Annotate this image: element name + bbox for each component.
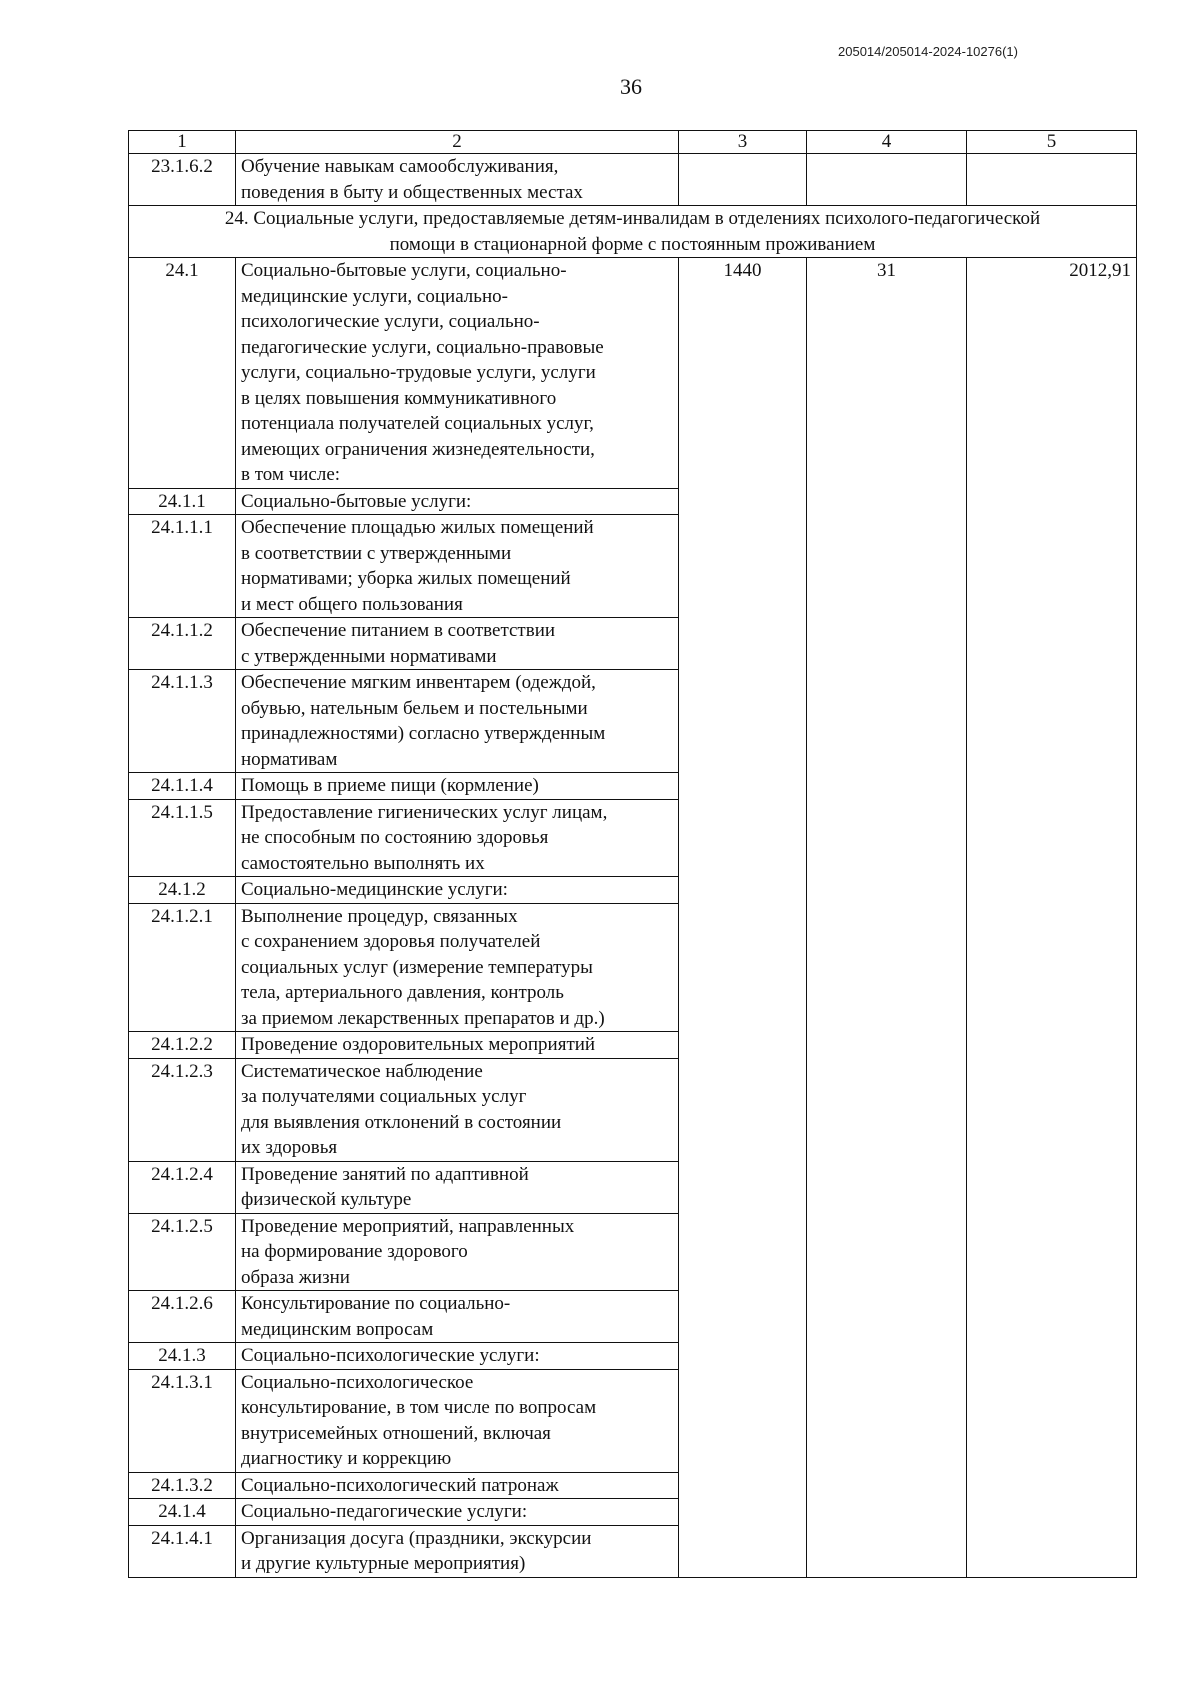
row-number: 24.1 [129, 258, 236, 489]
row-description: Социально-медицинские услуги: [236, 877, 679, 904]
row-number: 24.1.1 [129, 488, 236, 515]
row-col3 [679, 154, 807, 206]
row-description: Социально-психологический патронаж [236, 1472, 679, 1499]
header-cell-2: 2 [236, 131, 679, 154]
row-number: 24.1.4.1 [129, 1525, 236, 1577]
row-number: 24.1.2.5 [129, 1213, 236, 1291]
row-description: Помощь в приеме пищи (кормление) [236, 773, 679, 800]
row-description: Проведение занятий по адаптивной физической культуре [236, 1161, 679, 1213]
row-number: 24.1.3.1 [129, 1369, 236, 1472]
row-number: 24.1.2.3 [129, 1058, 236, 1161]
row-col4 [807, 154, 967, 206]
row-number: 24.1.2.2 [129, 1032, 236, 1059]
row-description: Организация досуга (праздники, экскурсии и другие культурные мероприятия) [236, 1525, 679, 1577]
row-number: 24.1.2.6 [129, 1291, 236, 1343]
services-table [128, 130, 1137, 1578]
row-description: Выполнение процедур, связанных с сохранением здоровья получателей социальных услуг (измерение температуры тела, артериального давления, контроль за приемом лекарственных препаратов и др.) [236, 903, 679, 1032]
row-description: Социально-педагогические услуги: [236, 1499, 679, 1526]
value-col3: 1440 [679, 258, 807, 1578]
row-description: Консультирование по социально- медицинским вопросам [236, 1291, 679, 1343]
row-description: Социально-психологические услуги: [236, 1343, 679, 1370]
row-number: 24.1.3 [129, 1343, 236, 1370]
section-title: 24. Социальные услуги, предоставляемые детям-инвалидам в отделениях психолого-педагогической помощи в стационарной форме с постоянным проживанием [129, 206, 1137, 258]
row-description: Проведение оздоровительных мероприятий [236, 1032, 679, 1059]
table-row [129, 258, 1137, 489]
page-number: 36 [620, 74, 642, 99]
row-description: Проведение мероприятий, направленных на формирование здорового образа жизни [236, 1213, 679, 1291]
row-number: 24.1.2.4 [129, 1161, 236, 1213]
row-description: Обучение навыкам самообслуживания, поведения в быту и общественных местах [236, 154, 679, 206]
row-number: 24.1.1.3 [129, 670, 236, 773]
row-number: 24.1.1.4 [129, 773, 236, 800]
row-description: Предоставление гигиенических услуг лицам, не способным по состоянию здоровья самостоятельно выполнять их [236, 799, 679, 877]
row-number: 23.1.6.2 [129, 154, 236, 206]
section-row [129, 206, 1137, 258]
row-number: 24.1.1.2 [129, 618, 236, 670]
row-description: Обеспечение площадью жилых помещений в соответствии с утвержденными нормативами; уборка жилых помещений и мест общего пользования [236, 515, 679, 618]
row-description: Систематическое наблюдение за получателями социальных услуг для выявления отклонений в состоянии их здоровья [236, 1058, 679, 1161]
row-number: 24.1.1.1 [129, 515, 236, 618]
header-cell-1: 1 [129, 131, 236, 154]
row-number: 24.1.3.2 [129, 1472, 236, 1499]
row-number: 24.1.4 [129, 1499, 236, 1526]
header-cell-3: 3 [679, 131, 807, 154]
row-description: Обеспечение питанием в соответствии с утвержденными нормативами [236, 618, 679, 670]
document-id: 205014/205014-2024-10276(1) [838, 44, 1018, 59]
row-description: Обеспечение мягким инвентарем (одеждой, обувью, нательным бельем и постельными принадлежностями) согласно утвержденным нормативам [236, 670, 679, 773]
row-description: Социально-психологическое консультирование, в том числе по вопросам внутрисемейных отношений, включая диагностику и коррекцию [236, 1369, 679, 1472]
header-row [129, 131, 1137, 154]
header-cell-4: 4 [807, 131, 967, 154]
value-col4: 31 [807, 258, 967, 1578]
value-col5: 2012,91 [967, 258, 1137, 1578]
row-number: 24.1.1.5 [129, 799, 236, 877]
row-description: Социально-бытовые услуги: [236, 488, 679, 515]
header-cell-5: 5 [967, 131, 1137, 154]
row-number: 24.1.2 [129, 877, 236, 904]
table-row [129, 154, 1137, 206]
row-col5 [967, 154, 1137, 206]
row-description: Социально-бытовые услуги, социально- медицинские услуги, социально- психологические услуги, социально- педагогические услуги, социально-правовые услуги, социально-трудовые услуги, услуги в целях повышения коммуникативного потенциала получателей социальных услуг, имеющих ограничения жизнедеятельности, в том числе: [236, 258, 679, 489]
row-number: 24.1.2.1 [129, 903, 236, 1032]
